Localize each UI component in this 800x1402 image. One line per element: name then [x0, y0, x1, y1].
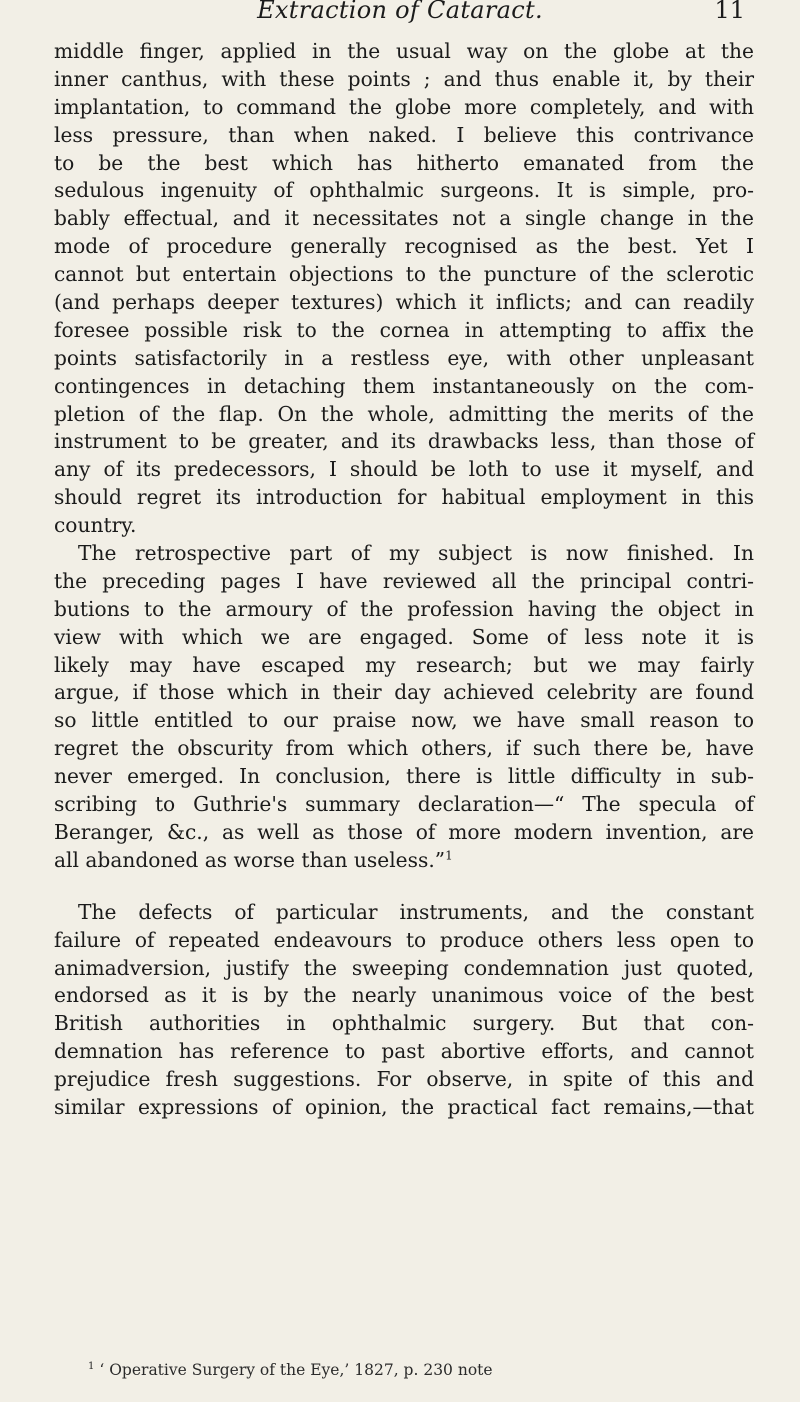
text-line: prejudice fresh suggestions. For observe, in spite of this and: [54, 1067, 754, 1092]
footnote-reference: 1: [445, 848, 453, 863]
footnote-text: ‘ Operative Surgery of the Eye,’ 1827, p. 230 note: [99, 1361, 493, 1380]
body-text: [54, 38, 754, 1122]
text-line: foresee possible risk to the cornea in attempting to affix the: [54, 317, 754, 342]
text-line: the preceding pages I have reviewed all the principal contri-: [54, 568, 754, 593]
running-head: [0, 0, 800, 26]
text-line: likely may have escaped my research; but we may fairly: [54, 652, 754, 677]
text-line: middle finger, applied in the usual way on the globe at the: [54, 39, 754, 63]
text-line-with-note-ref: [54, 847, 754, 875]
text-line: Beranger, &c., as well as those of more modern invention, are: [54, 819, 754, 844]
text-line: The defects of particular instruments, and the constant: [78, 899, 754, 924]
text-line: inner canthus, with these points ; and thus enable it, by their: [54, 66, 754, 91]
text-line: butions to the armoury of the profession having the object in: [54, 596, 754, 621]
text-line: all abandoned as worse than useless.”: [54, 847, 446, 872]
text-line: less pressure, than when naked. I believe this contrivance: [54, 122, 754, 147]
running-title: Extraction of Cataract.: [257, 0, 543, 24]
text-line: instrument to be greater, and its drawbacks less, than those of: [54, 429, 754, 454]
paragraph-2: [54, 540, 754, 875]
text-line: points satisfactorily in a restless eye, with other unpleasant: [54, 345, 754, 370]
text-line: contingences in detaching them instantaneously on the com-: [54, 373, 754, 398]
text-line: British authorities in ophthalmic surgery. But that con-: [54, 1011, 754, 1036]
paragraph-spacer: [54, 875, 754, 899]
text-line: endorsed as it is by the nearly unanimous voice of the best: [54, 983, 754, 1008]
text-line: mode of procedure generally recognised as the best. Yet I: [54, 234, 754, 259]
text-line: similar expressions of opinion, the practical fact remains,—that: [54, 1094, 754, 1119]
text-line: argue, if those which in their day achieved celebrity are found: [54, 680, 754, 705]
text-line: scribing to Guthrie's summary declaration—“ The specula of: [54, 792, 754, 817]
text-line: should regret its introduction for habitual employment in this: [54, 485, 754, 510]
text-line: animadversion, justify the sweeping condemnation just quoted,: [54, 955, 754, 980]
footnote: [88, 1357, 493, 1380]
text-line: bably effectual, and it necessitates not a single change in the: [54, 206, 754, 231]
text-line: to be the best which has hitherto emanated from the: [54, 150, 754, 175]
text-line: any of its predecessors, I should be loth to use it myself, and: [54, 457, 754, 482]
text-line: never emerged. In conclusion, there is little difficulty in sub-: [54, 764, 754, 789]
text-line: cannot but entertain objections to the puncture of the sclerotic: [54, 262, 754, 287]
footnote-mark: 1: [88, 1361, 95, 1372]
text-line: regret the obscurity from which others, if such there be, have: [54, 736, 754, 761]
text-line: implantation, to command the globe more completely, and with: [54, 94, 754, 119]
paragraph-3: [54, 899, 754, 1122]
text-line: view with which we are engaged. Some of less note it is: [54, 624, 754, 649]
text-line: failure of repeated endeavours to produce others less open to: [54, 927, 754, 952]
text-line: pletion of the flap. On the whole, admitting the merits of the: [54, 401, 754, 426]
text-line: country.: [54, 513, 137, 538]
paragraph-1: [54, 38, 754, 540]
text-line: The retrospective part of my subject is now finished. In: [78, 541, 754, 566]
text-line: demnation has reference to past abortive efforts, and cannot: [54, 1039, 754, 1064]
text-line: sedulous ingenuity of ophthalmic surgeons. It is simple, pro-: [54, 178, 754, 203]
text-line: so little entitled to our praise now, we have small reason to: [54, 708, 754, 733]
text-line: (and perhaps deeper textures) which it inflicts; and can readily: [54, 290, 754, 315]
page-number: 11: [714, 0, 745, 24]
